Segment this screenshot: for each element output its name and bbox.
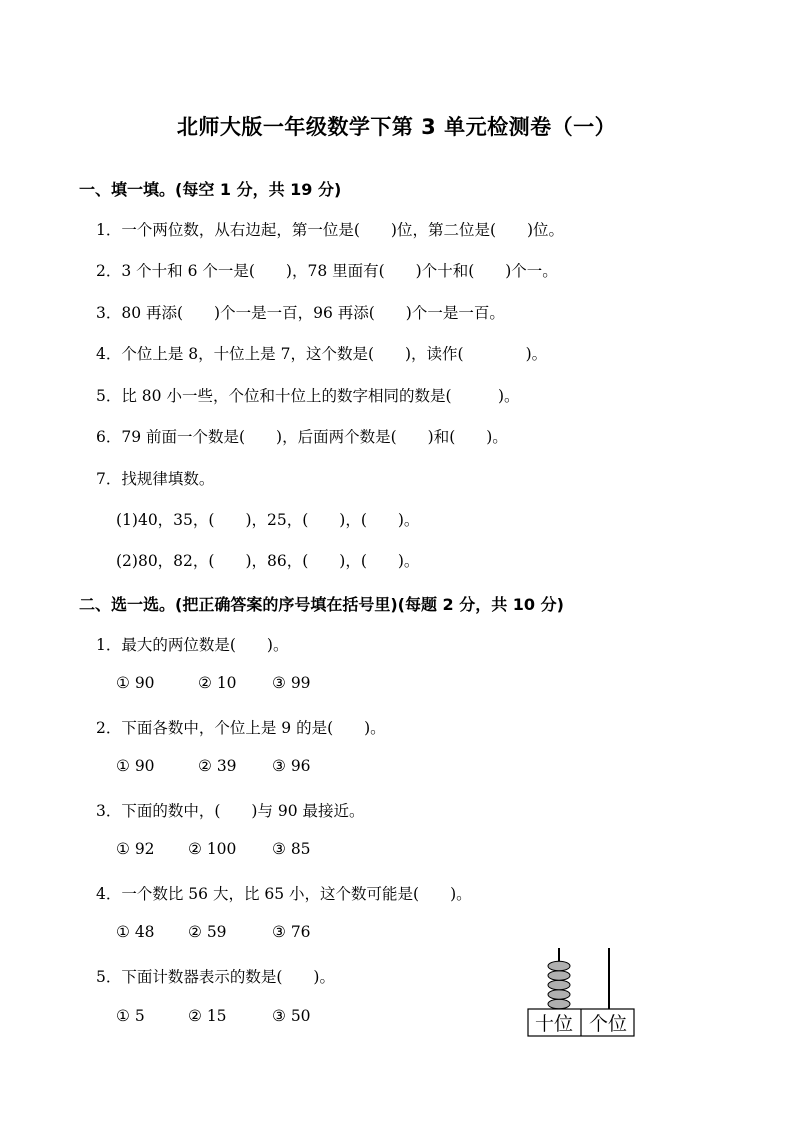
page-title: 北师大版一年级数学下第 3 单元检测卷（一） — [176, 115, 617, 139]
s1-question-5: 5．比 80 小一些，个位和十位上的数字相同的数是( )。 — [96, 387, 520, 405]
abacus-bead — [548, 999, 570, 1009]
abacus-counter — [527, 946, 635, 1038]
s2-q5-option-2: ② 15 — [188, 1007, 227, 1025]
s1-question-7-part-2: (2)80，82，( )，86，( )，( )。 — [116, 552, 420, 570]
s2-q4-option-3: ③ 76 — [272, 923, 311, 941]
abacus-bead — [548, 980, 570, 990]
s1-question-7-part-1: (1)40，35，( )，25，( )，( )。 — [116, 511, 420, 529]
s2-question-4: 4．一个数比 56 大，比 65 小，这个数可能是( )。 — [96, 885, 472, 903]
s2-q1-option-2: ② 10 — [198, 674, 237, 692]
s2-q3-option-2: ② 100 — [188, 840, 237, 858]
s1-question-2: 2．3 个十和 6 个一是( )，78 里面有( )个十和( )个一。 — [96, 262, 558, 280]
ones-label: 个位 — [588, 1013, 628, 1035]
s2-question-1: 1．最大的两位数是( )。 — [96, 636, 289, 654]
s2-q1-option-3: ③ 99 — [272, 674, 311, 692]
s1-question-4: 4．个位上是 8，十位上是 7，这个数是( )，读作( )。 — [96, 345, 548, 363]
s2-q2-option-2: ② 39 — [198, 757, 237, 775]
s1-question-6: 6．79 前面一个数是( )，后面两个数是( )和( )。 — [96, 428, 508, 446]
abacus-bead — [548, 961, 570, 971]
s2-question-2: 2．下面各数中，个位上是 9 的是( )。 — [96, 719, 386, 737]
abacus-bead — [548, 990, 570, 1000]
tens-label: 十位 — [534, 1013, 574, 1035]
section-1-heading: 一、填一填。(每空 1 分，共 19 分) — [79, 180, 342, 199]
s2-q5-option-1: ① 5 — [116, 1007, 145, 1025]
s1-question-7: 7．找规律填数。 — [96, 470, 215, 488]
s2-q4-option-1: ① 48 — [116, 923, 155, 941]
s2-q3-option-3: ③ 85 — [272, 840, 311, 858]
s2-q1-option-1: ① 90 — [116, 674, 155, 692]
s1-question-3: 3．80 再添( )个一是一百，96 再添( )个一是一百。 — [96, 304, 505, 322]
tens-beads — [548, 961, 570, 1009]
s2-q3-option-1: ① 92 — [116, 840, 155, 858]
s2-q4-option-2: ② 59 — [188, 923, 227, 941]
s2-q5-option-3: ③ 50 — [272, 1007, 311, 1025]
section-2-heading: 二、选一选。(把正确答案的序号填在括号里)(每题 2 分，共 10 分) — [79, 595, 564, 614]
s1-question-1: 1．一个两位数，从右边起，第一位是( )位，第二位是( )位。 — [96, 221, 565, 239]
s2-question-3: 3．下面的数中，( )与 90 最接近。 — [96, 802, 365, 820]
abacus-bead — [548, 971, 570, 981]
s2-q2-option-3: ③ 96 — [272, 757, 311, 775]
s2-question-5: 5．下面计数器表示的数是( )。 — [96, 968, 335, 986]
s2-q2-option-1: ① 90 — [116, 757, 155, 775]
